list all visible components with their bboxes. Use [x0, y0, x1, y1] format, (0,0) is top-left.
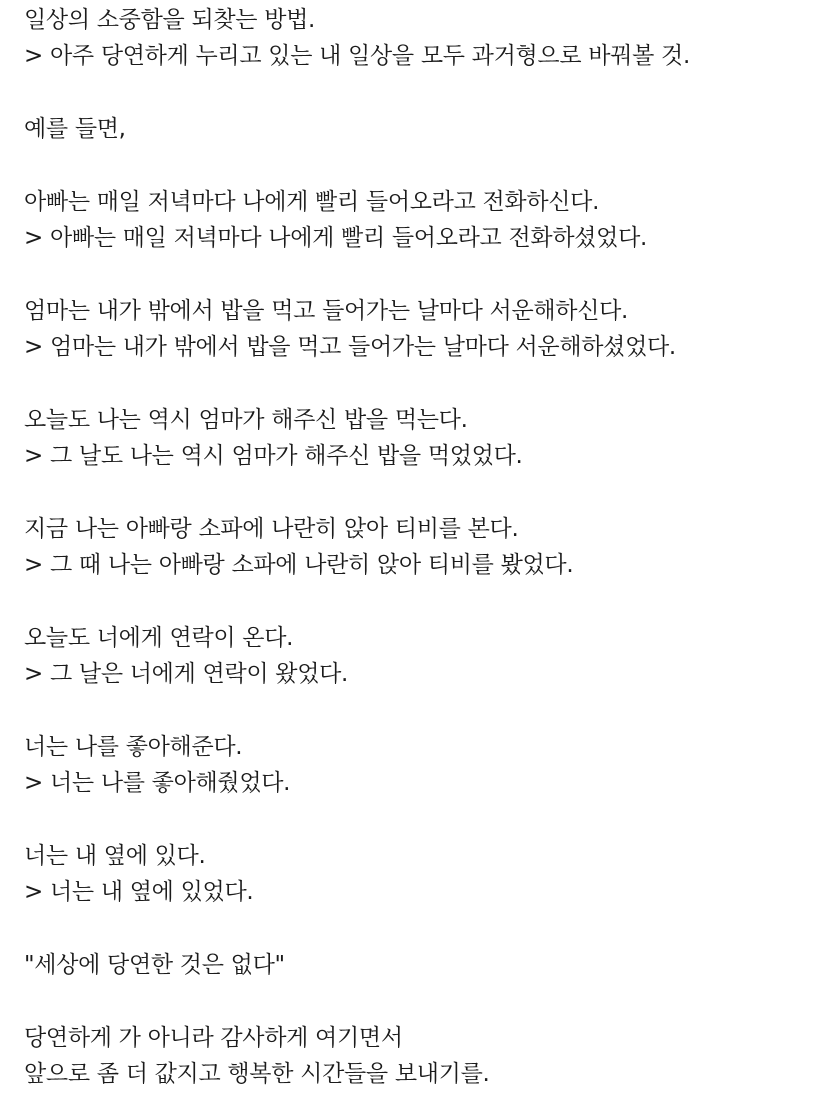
text-line: 앞으로 좀 더 값지고 행복한 시간들을 보내기를. — [24, 1061, 490, 1087]
text-line: > 그 때 나는 아빠랑 소파에 나란히 앉아 티비를 봤었다. — [24, 552, 574, 578]
paragraph-gap — [24, 147, 814, 184]
text-line: 오늘도 나는 역시 엄마가 해주신 밥을 먹는다. — [24, 407, 468, 433]
text-line: 아빠는 매일 저녁마다 나에게 빨리 들어오라고 전화하신다. — [24, 189, 600, 215]
paragraph-gap — [24, 256, 814, 293]
text-line: 엄마는 내가 밖에서 밥을 먹고 들어가는 날마다 서운해하신다. — [24, 298, 629, 324]
paragraph-gap — [24, 583, 814, 620]
paragraph-gap — [24, 365, 814, 402]
paragraph-gap — [24, 910, 814, 947]
text-line: 예를 들면, — [24, 116, 126, 142]
paragraph-gap — [24, 692, 814, 729]
text-line: 너는 내 옆에 있다. — [24, 843, 206, 869]
text-line: > 그 날은 너에게 연락이 왔었다. — [24, 661, 349, 687]
document-body — [24, 2, 814, 1092]
text-line: 지금 나는 아빠랑 소파에 나란히 앉아 티비를 본다. — [24, 516, 519, 542]
text-line: 너는 나를 좋아해준다. — [24, 734, 243, 760]
paragraph-gap — [24, 983, 814, 1020]
text-line: > 아주 당연하게 누리고 있는 내 일상을 모두 과거형으로 바꿔볼 것. — [24, 43, 690, 69]
text-line: 오늘도 너에게 연락이 온다. — [24, 625, 294, 651]
paragraph-gap — [24, 801, 814, 838]
post-title: 일상의 소중함을 되찾는 방법. — [24, 7, 316, 33]
text-line: > 너는 내 옆에 있었다. — [24, 879, 254, 905]
paragraph-gap — [24, 74, 814, 111]
text-line: > 너는 나를 좋아해줬었다. — [24, 770, 291, 796]
text-line: > 그 날도 나는 역시 엄마가 해주신 밥을 먹었었다. — [24, 443, 523, 469]
text-line: > 아빠는 매일 저녁마다 나에게 빨리 들어오라고 전화하셨었다. — [24, 225, 648, 251]
text-line: > 엄마는 내가 밖에서 밥을 먹고 들어가는 날마다 서운해하셨었다. — [24, 334, 676, 360]
quote-line: "세상에 당연한 것은 없다" — [24, 952, 285, 978]
paragraph-gap — [24, 474, 814, 511]
text-line: 당연하게 가 아니라 감사하게 여기면서 — [24, 1025, 403, 1051]
